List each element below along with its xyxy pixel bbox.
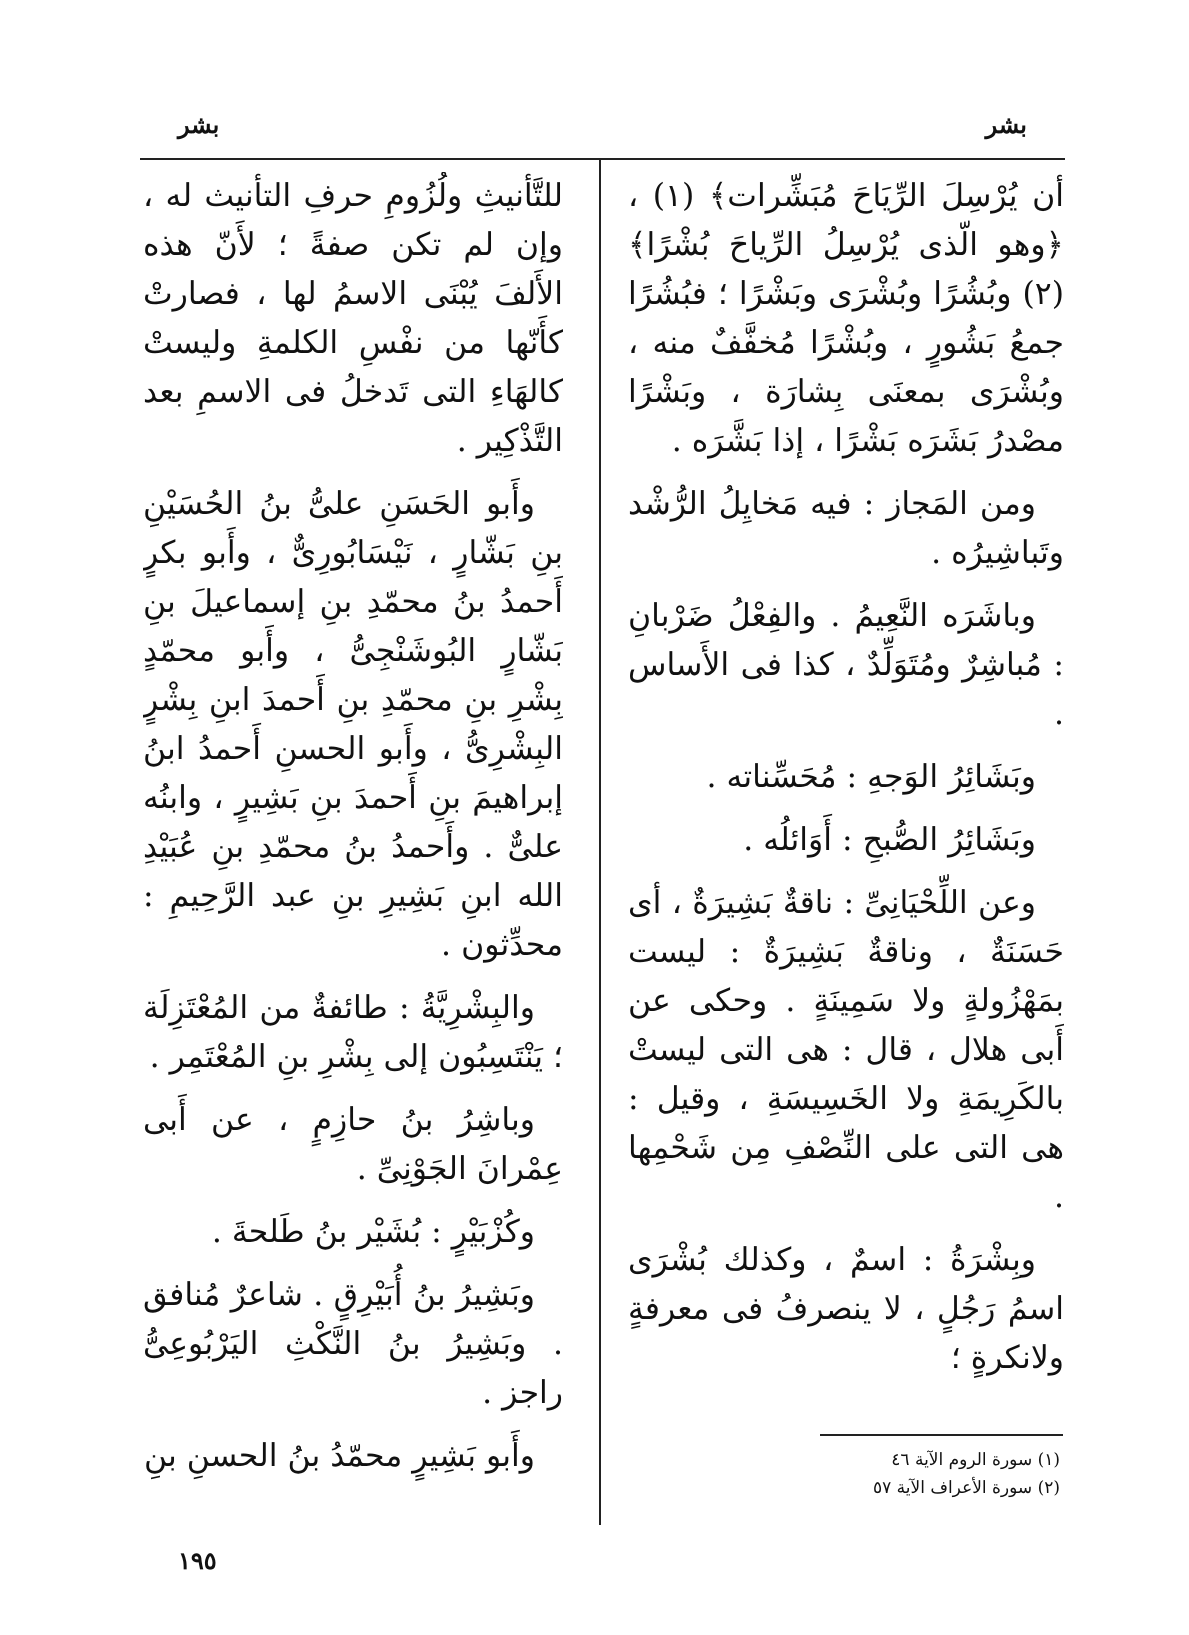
paragraph: وبَشَائِرُ الوَجهِ : مُحَسِّناته . [706, 759, 1036, 795]
page-number: ١٩٥ [178, 1546, 217, 1575]
right-column [628, 172, 1064, 1512]
header-rule [140, 158, 1065, 160]
paragraph: للتَّأْنيثِ ولُزُومِ حرفِ التأْنيث له ، وإن لم تكن صفةً ؛ لأَنّ هذه الأَلفَ يُبْنَى الاسمُ لها ، فصارتْ كأَنّها من نفْسِ الكلمةِ وليستْ كالهَاءِ التى تَدخلُ فى الاسمِ بعد التَّذْكِير . [143, 178, 563, 459]
paragraph: وأَبو الحَسَنِ علىُّ بنُ الحُسَيْنِ بنِ بَشّارٍ ، نَيْسَابُورِىٌّ ، وأَبو بكرٍ أَحمدُ بنُ محمّدِ بنِ إسماعيلَ بنِ بَشّارٍ البُوشَنْجِىُّ ، وأَبو محمّدٍ بِشْرِ بنِ محمّدِ بنِ أَحمدَ ابنِ بِشْرٍ البِشْرِىُّ ، وأَبو الحسنِ أَحمدُ ابنُ إبراهيمَ بنِ أَحمدَ بنِ بَشِيرٍ ، وابنُه علىٌّ . وأَحمدُ بنُ محمّدِ بنِ عُبَيْدِ الله ابنِ بَشِيرِ بنِ عبد الرَّحِيمِ : محدِّثون . [143, 486, 563, 963]
paragraph: وبِشْرَةُ : اسمٌ ، وكذلك بُشْرَى اسمُ رَجُلٍ ، لا ينصرفُ فى معرفةٍ ولانكرةٍ ؛ [628, 1242, 1064, 1376]
paragraph: وباشِرُ بنُ حازِمٍ ، عن أَبى عِمْرانَ الجَوْنِىِّ . [143, 1102, 563, 1187]
paragraph: وبَشِيرُ بنُ أُبَيْرِقٍ . شاعرٌ مُنافق . وبَشِيرُ بنُ النَّكْثِ اليَرْبُوعِىُّ راجز . [143, 1277, 563, 1411]
left-column [143, 172, 563, 1582]
paragraph: أن يُرْسِلَ الرِّيَاحَ مُبَشِّرات﴾ (١) ،﴿وهو الّذى يُرْسِلُ الرِّياحَ بُشْرًا﴾ (٢) وبُشُرًا وبُشْرَى وبَشْرًا ؛ فبُشُرًا جمعُ بَشُورٍ ، وبُشْرًا مُخفَّفٌ منه ، وبُشْرَى بمعنَى بِشارَة ، وبَشْرًا مصْدرُ بَشَرَه بَشْرًا ، إذا بَشَّرَه . [628, 178, 1064, 459]
paragraph: ومن المَجاز : فيه مَخايِلُ الرُّشْد وتَباشِيرُه . [628, 486, 1064, 571]
footnote: (٢) سورة الأعراف الآية ٥٧ [873, 1478, 1060, 1498]
paragraph: وبَشَائِرُ الصُّبحِ : أَوَائلُه . [743, 822, 1036, 858]
paragraph: وباشَرَه النَّعِيمُ . والفِعْلُ ضَرْبانِ : مُباشِرٌ ومُتَوَلِّدٌ ، كذا فى الأَساس . [628, 598, 1064, 732]
running-header-right: بشر [985, 110, 1027, 139]
footnote-rule [820, 1434, 1063, 1436]
column-divider [599, 160, 601, 1525]
footnote: (١) سورة الروم الآية ٤٦ [891, 1450, 1060, 1470]
paragraph: وكُزْبَيْرٍ : بُشَيْر بنُ طَلحةَ . [211, 1214, 535, 1250]
paragraph: وأَبو بَشِيرٍ محمّدُ بنُ الحسنِ بنِ [143, 1438, 535, 1474]
paragraph: وعن اللِّحْيَانِىِّ : ناقةٌ بَشِيرَةٌ ، أى حَسَنَةٌ ، وناقةٌ بَشِيرَةٌ : ليست بمَهْزُولةٍ ولا سَمِينَةٍ . وحكى عن أَبى هلال ، قال : هى التى ليستْ بالكَرِيمَةِ ولا الخَسِيسَةِ ، وقيل : هى التى على النِّصْفِ مِن شَحْمِها . [628, 885, 1064, 1215]
footnotes [760, 1446, 1060, 1502]
paragraph: والبِشْرِيَّةُ : طائفةٌ من المُعْتَزِلَة ؛ يَنْتَسِبُون إلى بِشْرِ بنِ المُعْتَمِر . [143, 990, 563, 1075]
running-header-left: بشر [178, 110, 220, 139]
